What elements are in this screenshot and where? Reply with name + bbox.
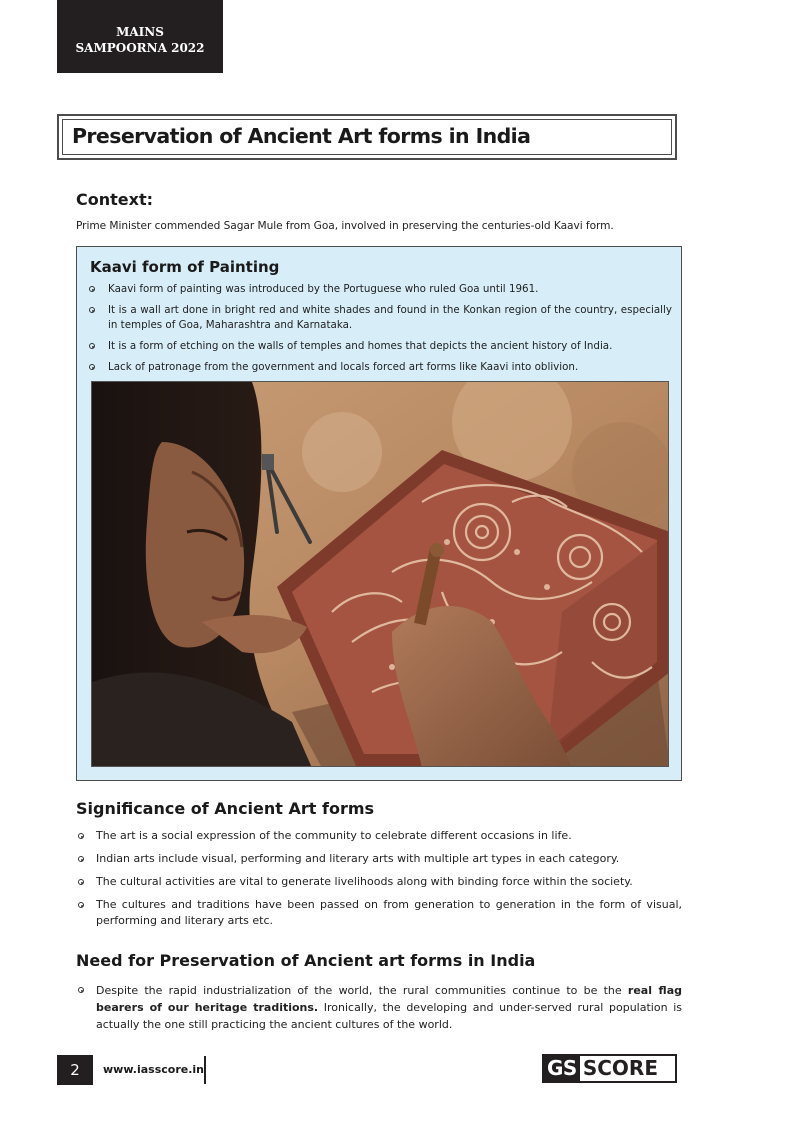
list-item-text: The cultural activities are vital to generate livelihoods along with binding force within the society. — [96, 875, 633, 888]
header-tab — [57, 0, 223, 73]
list-item-text: Lack of patronage from the government and locals forced art forms like Kaavi into oblivion. — [108, 361, 579, 373]
bullet-icon — [89, 343, 95, 349]
header-line-1: MAINS — [116, 25, 164, 39]
list-item — [87, 303, 672, 333]
list-item-text: Ironically, the developing and under-served rural population is actually the one still practicing the ancient cultures of the world. — [96, 1001, 682, 1031]
bullet-icon — [78, 856, 84, 862]
gsscore-logo — [542, 1054, 677, 1083]
list-item — [76, 982, 682, 1033]
need-heading: Need for Preservation of Ancient art forms in India — [76, 951, 536, 970]
page-number: 2 — [57, 1055, 93, 1085]
list-item-text: The art is a social expression of the community to celebrate different occasions in life. — [96, 829, 572, 842]
kaavi-list — [87, 282, 672, 381]
kaavi-info-box — [76, 246, 682, 781]
list-item — [76, 874, 682, 890]
context-heading: Context: — [76, 190, 153, 209]
list-item-text: Kaavi form of painting was introduced by the Portuguese who ruled Goa until 1961. — [108, 283, 539, 295]
bullet-icon — [78, 879, 84, 885]
header-line-2: SAMPOORNA 2022 — [75, 41, 205, 55]
context-text: Prime Minister commended Sagar Mule from Goa, involved in preserving the centuries-old Kaavi form. — [76, 220, 614, 232]
significance-heading: Significance of Ancient Art forms — [76, 799, 375, 818]
logo-score-text: SCORE — [582, 1056, 658, 1080]
bullet-icon — [89, 364, 95, 370]
list-item-text: Despite the rapid industrialization of the world, the rural communities continue to be the — [96, 984, 628, 997]
list-item-text: It is a form of etching on the walls of temples and homes that depicts the ancient history of India. — [108, 340, 613, 352]
bullet-icon — [78, 902, 84, 908]
list-item — [76, 897, 682, 929]
list-item-text: It is a wall art done in bright red and white shades and found in the Konkan region of the country, especially in temples of Goa, Maharashtra and Karnataka. — [108, 304, 672, 331]
title-box — [57, 114, 677, 160]
list-item-bold-text: real flag bearers of our heritage traditions. — [96, 984, 682, 1014]
footer-divider — [204, 1056, 206, 1084]
list-item — [76, 851, 682, 867]
kaavi-artist-photo — [91, 381, 669, 767]
bullet-icon — [89, 307, 95, 313]
need-list — [76, 982, 682, 1033]
bullet-icon — [89, 286, 95, 292]
list-item — [87, 360, 672, 375]
list-item — [87, 339, 672, 354]
footer-url-link[interactable]: www.iasscore.in — [103, 1063, 204, 1076]
list-item — [76, 828, 682, 844]
kaavi-heading: Kaavi form of Painting — [90, 258, 280, 276]
list-item-text: The cultures and traditions have been passed on from generation to generation in the form of visual, performing and literary arts etc. — [96, 898, 682, 927]
significance-list — [76, 828, 682, 936]
page-title: Preservation of Ancient Art forms in India — [72, 124, 531, 148]
logo-gs-text: GS — [544, 1056, 580, 1081]
bullet-icon — [78, 987, 84, 993]
bullet-icon — [78, 833, 84, 839]
list-item-text: Indian arts include visual, performing and literary arts with multiple art types in each category. — [96, 852, 620, 865]
list-item — [87, 282, 672, 297]
